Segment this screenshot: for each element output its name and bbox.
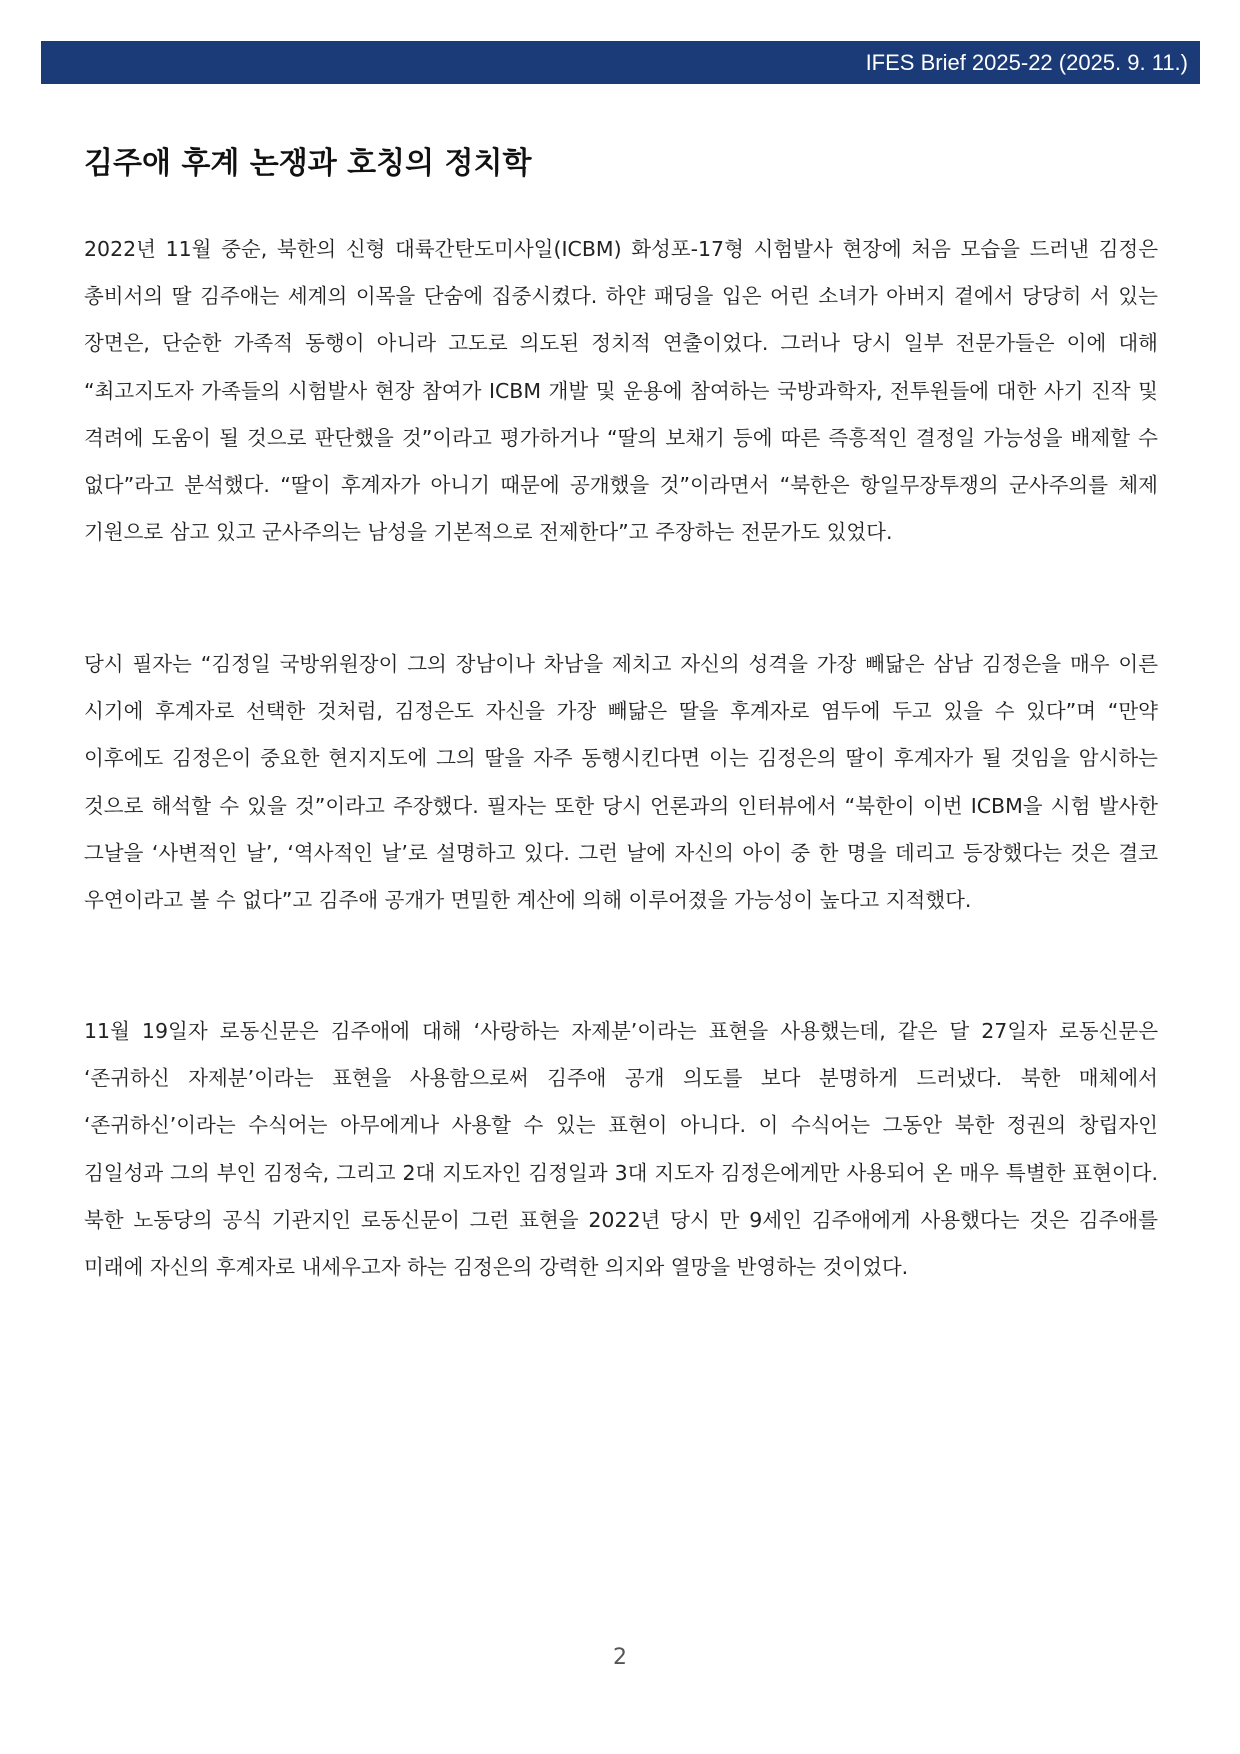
paragraph-1: 2022년 11월 중순, 북한의 신형 대륙간탄도미사일(ICBM) 화성포-17형 시험발사 현장에 처음 모습을 드러낸 김정은 총비서의 딸 김주애는 세계의 이목을 단숨에 집중시켰다. 하얀 패딩을 입은 어린 소녀가 아버지 곁에서 당당히 서 있는 장면은, 단순한 가족적 동행이 아니라 고도로 의도된 정치적 연출이었다. 그러나 당시 일부 전문가들은 이에 대해 “최고지도자 가족들의 시험발사 현장 참여가 ICBM 개발 및 운용에 참여하는 국방과학자, 전투원들에 대한 사기 진작 및 격려에 도움이 될 것으로 판단했을 것”이라고 평가하거나 “딸의 보채기 등에 따른 즉흥적인 결정일 가능성을 배제할 수 없다”라고 분석했다. “딸이 후계자가 아니기 때문에 공개했을 것”이라면서 “북한은 항일무장투쟁의 군사주의를 체제 기원으로 삼고 있고 군사주의는 남성을 기본적으로 전제한다”고 주장하는 전문가도 있었다. xyxy=(84,237,1158,545)
article-title: 김주애 후계 논쟁과 호칭의 정치학 xyxy=(84,146,532,181)
publication-label: IFES Brief 2025-22 (2025. 9. 11.) xyxy=(865,49,1188,75)
paragraph-2: 당시 필자는 “김정일 국방위원장이 그의 장남이나 차남을 제치고 자신의 성격을 가장 빼닮은 삼남 김정은을 매우 이른 시기에 후계자로 선택한 것처럼, 김정은도 자신을 가장 빼닮은 딸을 후계자로 염두에 두고 있을 수 있다”며 “만약 이후에도 김정은이 중요한 현지지도에 그의 딸을 자주 동행시킨다면 이는 김정은의 딸이 후계자가 될 것임을 암시하는 것으로 해석할 수 있을 것”이라고 주장했다. 필자는 또한 당시 언론과의 인터뷰에서 “북한이 이번 ICBM을 시험 발사한 그날을 ‘사변적인 날’, ‘역사적인 날’로 설명하고 있다. 그런 날에 자신의 아이 중 한 명을 데리고 등장했다는 것은 결코 우연이라고 볼 수 없다”고 김주애 공개가 면밀한 계산에 의해 이루어졌을 가능성이 높다고 지적했다. xyxy=(84,652,1158,913)
page-number: 2 xyxy=(613,1645,627,1670)
paragraph-3: 11월 19일자 로동신문은 김주애에 대해 ‘사랑하는 자제분’이라는 표현을 사용했는데, 같은 달 27일자 로동신문은 ‘존귀하신 자제분’이라는 표현을 사용함으로써 김주애 공개 의도를 보다 분명하게 드러냈다. 북한 매체에서 ‘존귀하신’이라는 수식어는 아무에게나 사용할 수 있는 표현이 아니다. 이 수식어는 그동안 북한 정권의 창립자인 김일성과 그의 부인 김정숙, 그리고 2대 지도자인 김정일과 3대 지도자 김정은에게만 사용되어 온 매우 특별한 표현이다. 북한 노동당의 공식 기관지인 로동신문이 그런 표현을 2022년 당시 만 9세인 김주애에게 사용했다는 것은 김주애를 미래에 자신의 후계자로 내세우고자 하는 김정은의 강력한 의지와 열망을 반영하는 것이었다. xyxy=(84,1019,1158,1280)
header-bar xyxy=(41,41,1200,84)
